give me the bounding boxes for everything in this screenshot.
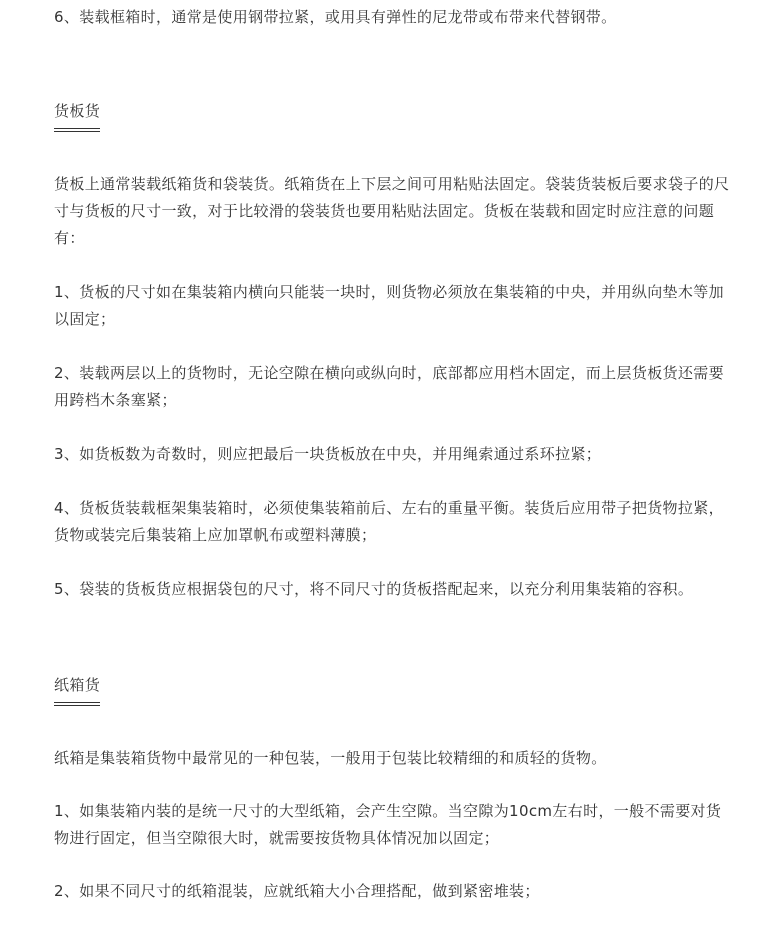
article-body: [54, 0, 734, 905]
pallet-item-5: 5、袋装的货板货应根据袋包的尺寸，将不同尺寸的货板搭配起来，以充分利用集装箱的容积。: [54, 580, 694, 598]
pallet-item-1: 1、货板的尺寸如在集装箱内横向只能装一块时，则货物必须放在集装箱的中央，并用纵向垫木等加以固定；: [54, 283, 724, 328]
intro-tail-paragraph: 6、装载框箱时，通常是使用钢带拉紧，或用具有弹性的尼龙带或布带来代替钢带。: [54, 8, 617, 26]
pallet-heading-wrap: [54, 100, 734, 132]
carton-heading-wrap: [54, 674, 734, 706]
pallet-item-4: 4、货板货装载框架集装箱时，必须使集装箱前后、左右的重量平衡。装货后应用带子把货物拉紧，货物或装完后集装箱上应加罩帆布或塑料薄膜；: [54, 499, 724, 544]
pallet-item-3: 3、如货板数为奇数时，则应把最后一块货板放在中央，并用绳索通过系环拉紧；: [54, 445, 602, 463]
carton-intro-paragraph: 纸箱是集装箱货物中最常见的一种包装，一般用于包装比较精细的和质轻的货物。: [54, 749, 607, 767]
carton-item-1: 1、如集装箱内装的是统一尺寸的大型纸箱，会产生空隙。当空隙为10cm左右时，一般不需要对货物进行固定，但当空隙很大时，就需要按货物具体情况加以固定；: [54, 802, 722, 847]
pallet-item-2: 2、装载两层以上的货物时，无论空隙在横向或纵向时，底部都应用档木固定，而上层货板货还需要用跨档木条塞紧；: [54, 364, 724, 409]
pallet-section-heading: 货板货: [54, 100, 100, 132]
carton-section-heading: 纸箱货: [54, 674, 100, 706]
pallet-intro-paragraph: 货板上通常装载纸箱货和袋装货。纸箱货在上下层之间可用粘贴法固定。袋装货装板后要求袋子的尺寸与货板的尺寸一致，对于比较滑的袋装货也要用粘贴法固定。货板在装载和固定时应注意的问题有：: [54, 175, 730, 247]
carton-item-2: 2、如果不同尺寸的纸箱混装，应就纸箱大小合理搭配，做到紧密堆装；: [54, 882, 540, 900]
